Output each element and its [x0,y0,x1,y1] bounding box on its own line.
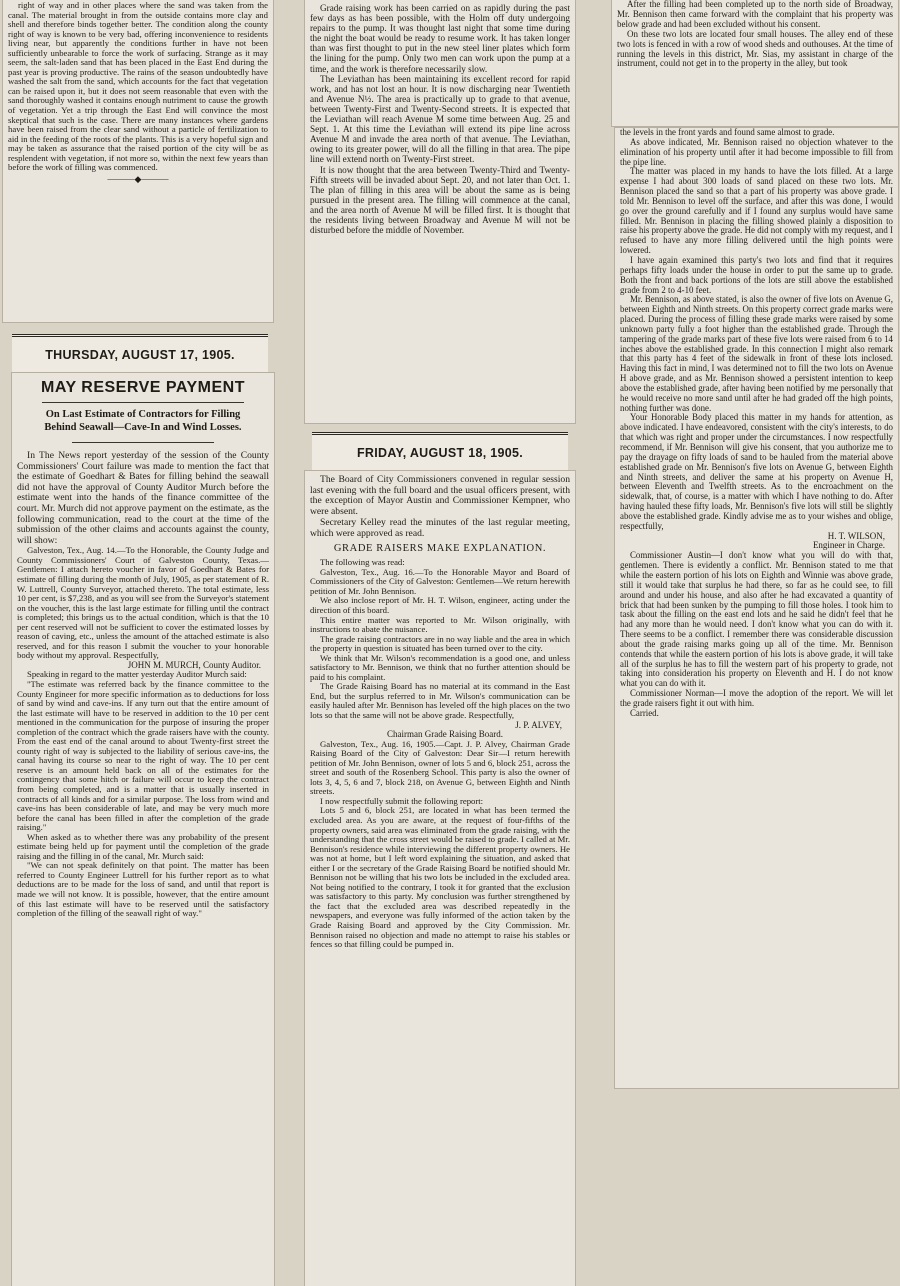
col1-paragraph-3: Speaking in regard to the matter yesterday Auditor Murch said: [27,669,247,680]
col2-paragraph-6: This entire matter was reported to Mr. Wilson originally, with instructions to abate the nuisance. [310,614,570,635]
col2-paragraph-9: The Grade Raising Board has no material at its command in the East End, but the surplus referred to in Mr. Wilson's communication can be easily hauled after Mr. Bennison has leveled off the high places on the two lots so that the same will not be above grade. Respectfully, [310,681,570,720]
col2-paragraph-8: We think that Mr. Wilson's recommendation is a good one, and unless satisfactory to Mr. Bennison, we think that no further attention should be paid to his complaint. [310,652,570,682]
col2-paragraph-12: Lots 5 and 6, block 251, are located in what has been termed the excluded area. As you are aware, at the request of four-fifths of the property owners, said area was eliminated from the grade raising, with the understanding that the cross street would be raised to grade. I called at Mr. Bennison's residence while interviewing the different property owners. He was not at home, but I left word explaining the situation, and asked that either I or the secretary of the Grade Raising Board be notified should Mr. Bennison not be willing that his two lots be included in the excluded area. Not being notified to the contrary, I took it for granted that the exclusion was satisfactory to this party. My conclusion was further strengthened by the fact that the excluded area was described repeatedly in the newspapers, and everyone was fully informed of the action taken by the Grade Raising Board and approved by the City Commission. Mr. Bennison raised no objection and made no attempt to raise his stables or fences so that filling could be pumped in. [310,805,570,950]
col1-paragraph-4: "The estimate was referred back by the finance committee to the County Engineer for more specific information as to deductions for loss of sand by wind and cave-ins. If any turn out that the entire amount of the last estimate will have to be reserved in addition to the 10 per cent mentioned in the communication for the purpose of insuring the proper completion of the contract which the grade raisers have with the county. From the east end of the canal around to about Twenty-first street the county right of way is subjected to the liability of serious cave-ins, the canal having its course so near to the right of way. The 10 per cent reserve is an amount held back on all of the estimates for the contingency that some hitch or failure will occur to keep the contract from being completed, and is a matter that is usually inserted in contracts of all kinds and for a similar purpose. The loss from wind and cave-ins has been considerable of late, and may be very much more before the canal has been filled in after the completion of the grade raising." [17,679,269,833]
col2-date-text: FRIDAY, AUGUST 18, 1905. [356,446,524,460]
col2-signature-title: Chairman Grade Raising Board. [387,729,503,740]
col2-dateline [312,432,568,474]
col1-top-end-rule: ———◆——— [107,173,169,184]
col3-paragraph-6: Your Honorable Body placed this matter in my hands for attention, as above indicated. I have endeavored, consistent with the city's interests, to do that which was right and proper under the circumstances. I now respectfully recommend, if Mr. Bennison will give his consent, that you authorize me to pay the drayage on fifty loads of sand to be hauled from the material above established grade on Mr. Bennison's five lots on Avenue G, between Eighth and Ninth streets, and deliver the same at his property on Avenue H, between Eleventh and Twelfth streets. As to the encroachment on the sidewalk, that, of course, is a matter with which I have nothing to do. After having hauled these fifty loads, Mr. Bennison's five lots will still be slightly above the established grade. Kindly advise me as to your wishes and oblige, respectfully, [620,412,893,531]
col1-top-clipping [3,0,273,322]
col1-body-intro [12,451,274,546]
col3-article [615,128,898,1088]
col3-paragraph-2: As above indicated, Mr. Bennison raised no objection whatever to the elimination of his property until after it had become impossible to fill from the pipe line. [620,136,893,167]
col1-top-paragraph: right of way and in other places where the sand was taken from the canal. The material brought in from the outside contains more clay and shell and therefore binds together better. The condition along the county right of way is known to be very bad, offering inconvenience to residents living near, but apparently the conditions further in have not been sufficiently unbearable to force the work of surfacing. Strange as it may seem, the salt-laden sand that has been placed in the East End during the past year is proving productive. The rains of the season undoubtedly have washed the salt from the sand, which accounts for the fact that vegetation can be raised upon it, but it does not seem reasonable that even with the sand thoroughly washed it contains enough nutriment to cause the growth of vegetation. Yet a trip through the East End will convince the most skeptical that such is the case. There are many instances where gardens have been raised from the clear sand without a particle of fertilization to aid in the feeding of the roots of the plants. This is a very hopeful sign and may be taken as assurance that the raised portion of the city will be as resplendent with vegetation, if not more so, within the next few years than before the work of filling was commenced. [8,0,268,173]
col1-top-text [3,0,273,173]
col3-paragraph-5: Mr. Bennison, as above stated, is also the owner of five lots on Avenue G, between Eighth and Ninth streets. On this property correct grade marks were placed. During the process of filling these grade marks were raised by some unknown party fully a foot higher than the established grade. Through the tampering of the grade marks part of these five lots were raised from 6 to 14 inches above the established grade. In this connection I might also remark that this party has 4 feet of the sidewalk in front of these lots inclosed. Having this fact in mind, I was determined not to fill the two lots on Avenue H above grade, and as Mr. Bennison showed a persistent intention to keep above the established grade, after having been notified by me personally that he would receive no more sand until after he had graded off the high points, nothing further was done. [620,294,893,413]
col1-paragraph-6: "We can not speak definitely on that point. The matter has been referred to County Engineer Luttrell for his further report as to what deductions are to be made for the loss of sand, and until that report is made we will not know. It is possible, however, that the entire amount of this last estimate will have to be reserved until the satisfactory completion of the filling of the seawall right of way." [17,860,269,919]
col1-paragraph-1: In The News report yesterday of the session of the County Commissioners' Court failure was made to mention the fact that the estimate of Goedhart & Bates for filling behind the seawall did not have the approval of County Auditor Murch before the estimate went into the hands of the finance committee of the court. Mr. Murch did not approve payment on the estimate, as the following communication, read to the court at the time of the submission of the other claims and accounts against the county, will show: [17,450,269,546]
col2-paragraph-4: Galveston, Tex., Aug. 16.—To the Honorable Mayor and Board of Commissioners of the City of Galveston: Gentlemen—We return herewith petition of Mr. John Bennison. [310,566,570,596]
col1-date-text: THURSDAY, AUGUST 17, 1905. [45,348,235,362]
col2-top-paragraph-2: The Leviathan has been maintaining its excellent record for rapid work, and has not lost an hour. It is now discharging near Twentieth and Avenue N½. The area is practically up to grade to that avenue, between Twenty-First and Twenty-Second streets. It is expected that the Leviathan will reach Avenue M some time between Aug. 25 and Sept. 1. At this time the Leviathan will extend its pipe line across Avenue M and invade the area north of that avenue. The Leviathan, owing to its greater power, will do all the filling in that area. The pipe line will extend north on Twenty-First street. [310,73,570,165]
col3-top-paragraph-1: After the filling had been completed up to the north side of Broadway, Mr. Bennison then came forward with the complaint that his property was below grade and had been excluded without his consent. [617,0,893,29]
col2-article [305,471,575,1286]
col1-headline-rule [42,402,244,403]
col2-paragraph-7: The grade raising contractors are in no way liable and the area in which the property in question is situated has been turned over to the city. [310,633,570,654]
col3-top-clipping [612,0,898,126]
col1-paragraph-5: When asked as to whether there was any probability of the present estimate being held up for payment until the completion of the grade raising and the filling in of the canal, Mr. Murch said: [17,831,269,861]
col3-paragraph-7: Commissioner Austin—I don't know what you will do with that, gentlemen. There is evidently a conflict. Mr. Bennison stated to me that while the eastern portion of his lots on Eighth and Winnie was above grade, still it would take that surplus he had there, so far as he could see, to fill around and under his house, and also after he had excavated a quantity of brick that had been sunken by the pumping to fill those holes. I took him to task about the filling on the east end lots and he said he didn't feel that he had any more than he would need. I don't know what you can do with it. There seems to be a conflict. I remember there was considerable discussion about the grade raising marks going up all of the time. Mr. Bennison contends that while the eastern portion of his lots is above grade, it will take all of the surplus he has to fill the western part of his property to grade, not taking into consideration his property on Eleventh and H. I do not know what you can do with it. [620,550,893,689]
col2-subhead: GRADE RAISERS MAKE EXPLANATION. [333,543,547,555]
col3-body [615,128,898,719]
col2-paragraph-10: Galveston, Tex., Aug. 16, 1905.—Capt. J. P. Alvey, Chairman Grade Raising Board of the City of Galveston: Dear Sir—I return herewith petition of Mr. John Bennison, owner of lots 5 and 6, block 251, across the street and south of the Rosenberg School. This party is also the owner of lots 3, 4, 5, 6 and 7, block 218, on Avenue G, between Eighth and Ninth streets. [310,738,570,797]
col3-paragraph-3: The matter was placed in my hands to have the lots filled. At a large expense I had about 300 loads of sand placed on these two lots. Mr. Bennison placed the sand so that a part of his property was above grade. I told Mr. Bennison to level off the surface, and after this was done, I would go over the ground carefully and if I found any surplus would have same filled. Mr. Bennison in placing the filling showed plainly a disposition to raise his property above the grade. He did not comply with my request, and I refused to have any more filling delivered until the high points were lowered. [620,166,893,256]
col2-body-intro [305,471,575,539]
col1-body-letter [12,546,274,918]
col3-top-text [612,0,898,69]
col2-paragraph-3: The following was read: [320,557,405,568]
col1-dateline [12,334,268,376]
col2-paragraph-1: The Board of City Commissioners convened in regular session last evening with the full board and the usual officers present, with the exception of Mayor Austin and Commissioner Kempner, who were absent. [310,474,570,518]
col1-deck-rule [72,442,214,443]
col2-paragraph-2: Secretary Kelley read the minutes of the last regular meeting, which were approved as read. [310,516,570,539]
col3-paragraph-9: Carried. [630,707,659,718]
col3-paragraph-1: the levels in the front yards and found same almost to grade. [620,128,835,137]
col3-signature-name: H. T. WILSON, [827,530,885,541]
col2-paragraph-5: We also inclose report of Mr. H. T. Wilson, engineer, acting under the direction of this board. [310,595,570,615]
col2-signature-name: J. P. ALVEY, [515,719,562,730]
col3-paragraph-8: Commissioner Norman—I move the adoption of the report. We will let the grade raisers fight it out with him. [620,688,893,708]
col1-headline: MAY RESERVE PAYMENT [41,379,245,396]
col2-top-clipping [305,0,575,423]
col1-article [12,373,274,1286]
col3-top-paragraph-2: On these two lots are located four small houses. The alley end of these two lots is fenced in with a row of wood sheds and outhouses. At the time of running the levels in this district, Mr. Sias, my assistant in charge of the instrument, could not get in to the property in the alley, but took [617,28,893,69]
col2-top-paragraph-1: Grade raising work has been carried on as rapidly during the past few days as has been possible, with the Holm off duty undergoing repairs to the pump. It was thought last night that some time during the night the boat would be ready to resume work. It has taken longer than was first thought to put in the new steel liner plates which form the lining for the pump. Only two men can work upon the pump at a time, and the work is therefore necessarily slow. [310,3,570,74]
col1-paragraph-2: Galveston, Tex., Aug. 14.—To the Honorable, the County Judge and County Commissioners' Court of Galveston County, Texas.—Gentlemen: I attach hereto voucher in favor of Goedhart & Bates for estimate of filling during the month of July, 1905, as per statement of R. W. Luttrell, County Surveyor, attached thereto. The total estimate, less 10 per cent, is $7,238, and as you will see from the Surveyor's statement on the voucher, this is the last large estimate for filling until the contract is completed; this brings us to the actual condition, which is that the 10 per cent reserved will not be sufficient to cover the estimated losses by reason of caving, etc., unless the amount of the attached estimate is also reserved, and for this reason I submit the voucher to your honorable body without my approval. Respectfully, [17,545,269,661]
col2-top-text [305,0,575,235]
col2-paragraph-11: I now respectfully submit the following report: [320,795,484,806]
col3-paragraph-4: I have again examined this party's two lots and find that it requires perhaps fifty loads under the house in order to put the same up to grade. Both the front and back portions of the lots are still above the established grade from 2 to 4-10 feet. [620,254,893,295]
col2-body-letters [305,558,575,949]
col1-deck: On Last Estimate of Contractors for Filling Behind Seawall—Cave-In and Wind Losses. [44,409,242,433]
col3-signature-title: Engineer in Charge. [812,540,885,551]
col1-signature: JOHN M. MURCH, County Auditor. [127,659,261,670]
col2-top-paragraph-3: It is now thought that the area between Twenty-Third and Twenty-Fifth streets will be invaded about Sept. 20, and not later than Oct. 1. The plan of filling in this area will be about the same as is being pursued in the present area. The filling will commence at the canal, and the area north of Avenue M will be filled first. It is thought that the residents living between Broadway and Avenue M will not be disturbed before the middle of November. [310,164,570,236]
